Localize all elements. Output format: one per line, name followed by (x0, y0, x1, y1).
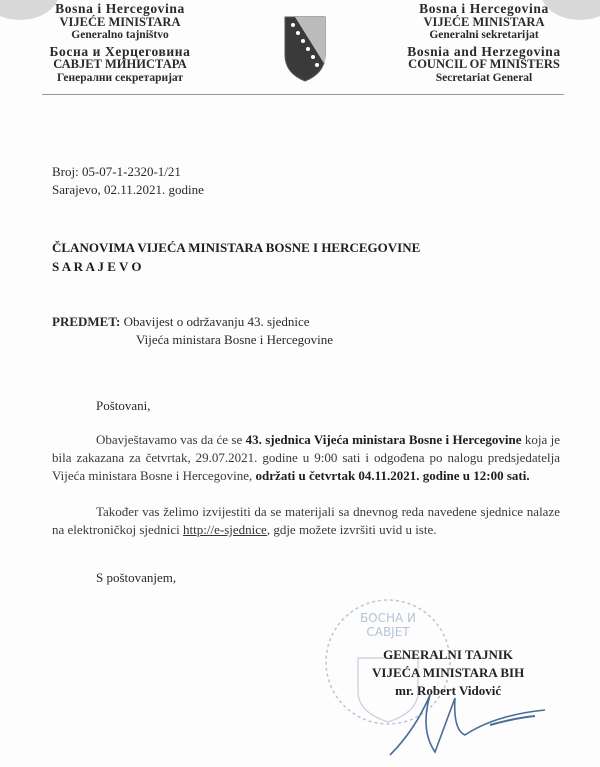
header-right-line: VIJEĆE MINISTARA (423, 14, 545, 29)
closing: S poštovanjem, (96, 570, 177, 585)
recipient-city: S A R A J E V O (52, 259, 142, 274)
svg-text:САВЈЕТ: САВЈЕТ (366, 625, 410, 639)
header-left-line: Generalno tajništvo (71, 29, 169, 41)
header-right-line: Secretariat General (435, 71, 533, 84)
handwritten-signature-icon (385, 690, 555, 760)
body-bold: održati u četvrtak 04.11.2021. godine u 12:00 sati. (255, 468, 530, 483)
header-right-line: Bosna i Hercegovina (419, 1, 549, 16)
reference-number: Broj: 05-07-1-2320-1/21 (52, 164, 181, 179)
header-right-line: COUNCIL OF MINISTERS (408, 57, 560, 71)
body-text: Obavještavamo vas da će se (96, 432, 246, 447)
place-date: Sarajevo, 02.11.2021. godine (52, 182, 204, 197)
subject-line: Obavijest o održavanju 43. sjednice (123, 314, 310, 329)
body-text: Također vas želimo izvijestiti da se materijali sa dnevnog reda navedene sjednice nalaze na elektroničkoj sjednici (52, 504, 560, 537)
body-paragraph-2 (52, 503, 560, 539)
signatory-name: mr. Robert Vidović (395, 683, 502, 698)
header-left-line: Bosna i Hercegovina (55, 1, 185, 16)
header-left (40, 2, 200, 85)
header-left-line: Босна и Херцеговина (49, 43, 191, 59)
header-right (398, 2, 570, 85)
header-divider (42, 94, 564, 95)
signatory-title: VIJEĆA MINISTARA BIH (372, 665, 525, 680)
header-right-line: Generalni sekretarijat (429, 29, 539, 41)
svg-text:БОСНА И: БОСНА И (359, 611, 417, 625)
subject (52, 313, 310, 331)
body-text: , gdje možete izvršiti uvid u iste. (266, 522, 437, 537)
greeting: Poštovani, (96, 398, 151, 413)
recipient-line: ČLANOVIMA VIJEĆA MINISTARA BOSNE I HERCEGOVINE (52, 240, 421, 255)
header-left-line: САВЈЕТ МИНИСТАРА (53, 57, 187, 71)
header-left-line: Генерални секретаријат (56, 71, 184, 84)
e-sjednice-link[interactable]: http://e-sjednice (183, 522, 267, 537)
coat-of-arms-icon (283, 15, 327, 83)
body-bold: 43. sjednica Vijeća ministara Bosne i Hercegovine (245, 432, 522, 447)
header-left-line: VIJEĆE MINISTARA (59, 14, 181, 29)
subject-line: Vijeća ministara Bosne i Hercegovine (136, 332, 334, 347)
header-right-line: Bosnia and Herzegovina (407, 43, 561, 59)
body-text: koja je bila zakazana za četvrtak, 29.07.2021. godine u 9:00 sati i odgođena po nalogu predsjedatelja Vijeća ministara Bosne i Hercegovine, (52, 432, 560, 483)
body-paragraph-1 (52, 431, 560, 485)
signatory-title: GENERALNI TAJNIK (383, 647, 514, 662)
subject-label: PREDMET: (52, 314, 121, 329)
